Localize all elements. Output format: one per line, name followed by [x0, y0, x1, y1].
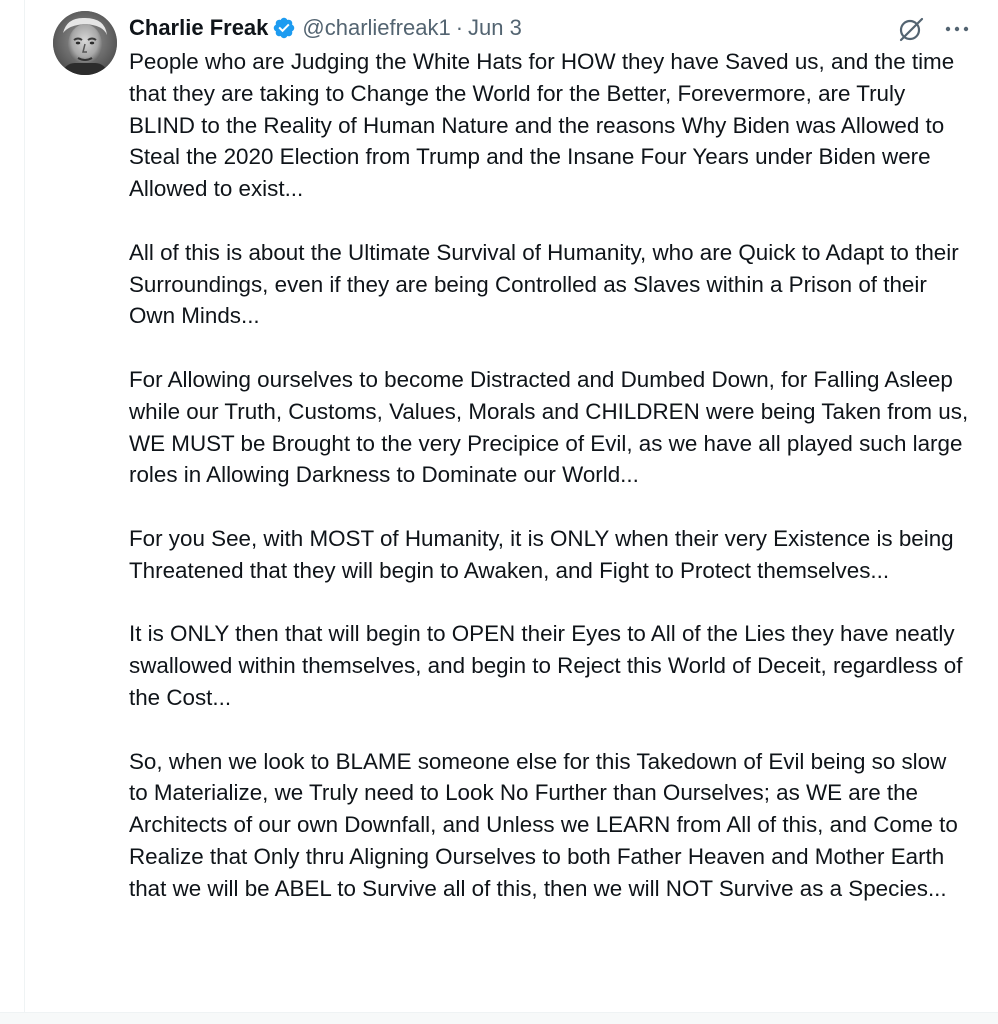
- header-separator: ·: [455, 15, 464, 40]
- tweet-paragraph: For you See, with MOST of Humanity, it is ONLY when their very Existence is being Threatened that they will begin to Awaken, and Fight to Protect themselves...: [129, 525, 954, 583]
- tweet-paragraph: It is ONLY then that will begin to OPEN their Eyes to All of the Lies they have neatly swallowed within themselves, and begin to Reject this World of Deceit, regardless of the Cost...: [129, 621, 963, 710]
- profile-photo: [53, 11, 117, 75]
- tweet-paragraph: So, when we look to BLAME someone else for this Takedown of Evil being so slow to Materialize, we Truly need to Look No Further than Ourselves; as WE are the Architects of our own Downfall, and Unless we LEARN from All of this, and Come to Realize that Only thru Aligning Ourselves to both Father Heaven and Mother Earth that we will be ABEL to Survive all of this, then we will NOT Survive as a Species...: [129, 748, 958, 901]
- tweet-paragraph: All of this is about the Ultimate Survival of Humanity, who are Quick to Adapt to their Surroundings, even if they are being Controlled as Slaves within a Prison of their Own Minds...: [129, 239, 959, 329]
- author-name[interactable]: Charlie Freak: [129, 15, 269, 40]
- bottom-divider: [0, 1012, 998, 1024]
- tweet-paragraph: People who are Judging the White Hats for HOW they have Saved us, and the time that they are taking to Change the World for the Better, Forevermore, are Truly BLIND to the Reality of Human Nature and the reasons Why Biden was Allowed to Steal the 2020 Election from Trump and the Insane Four Years under Biden were Allowed to exist...: [129, 49, 955, 202]
- tweet-card[interactable]: [24, 0, 998, 1012]
- grok-slash-icon[interactable]: [896, 14, 926, 44]
- more-dots-icon[interactable]: [942, 14, 972, 44]
- author-handle[interactable]: @charliefreak1: [302, 15, 451, 40]
- tweet-date[interactable]: Jun 3: [468, 15, 522, 40]
- avatar[interactable]: [53, 11, 117, 75]
- tweet-header: [129, 10, 522, 46]
- tweet-paragraph: For Allowing ourselves to become Distracted and Dumbed Down, for Falling Asleep while our Truth, Customs, Values, Morals and CHILDREN were being Taken from us, WE MUST be Brought to the very Precipice of Evil, as we have all played such large roles in Allowing Darkness to Dominate our World...: [129, 366, 969, 488]
- verified-badge-icon[interactable]: [272, 16, 296, 40]
- tweet-actions: [896, 14, 972, 44]
- tweet-text: [129, 46, 969, 905]
